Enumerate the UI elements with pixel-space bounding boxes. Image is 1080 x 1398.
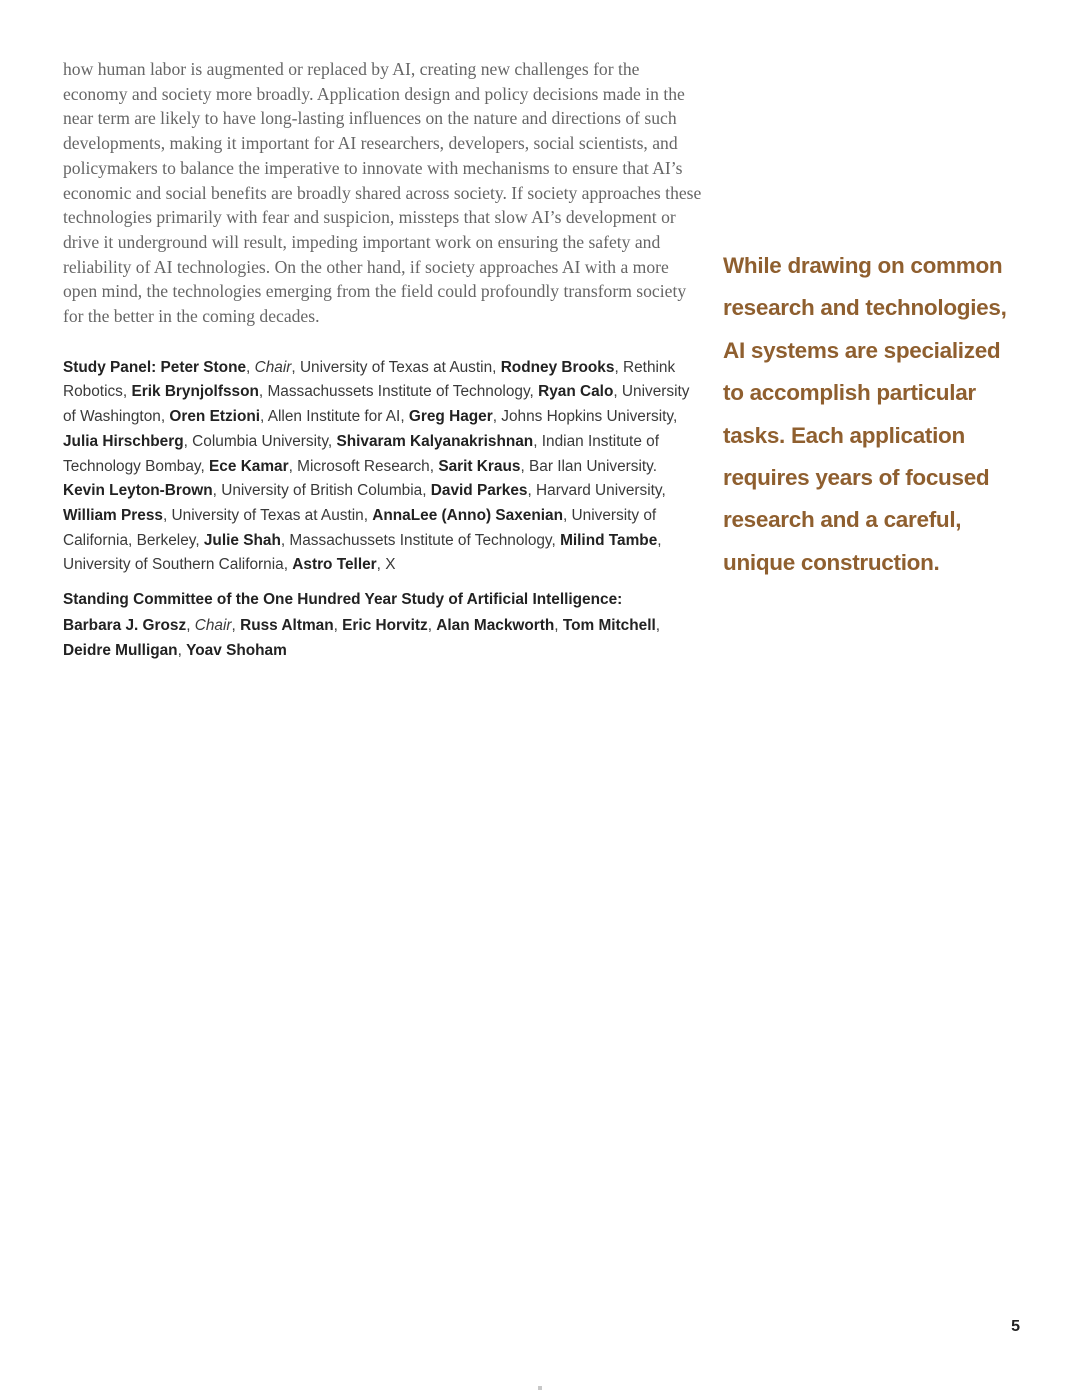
member-affiliation: X [385, 556, 396, 574]
standing-committee-heading: Standing Committee of the One Hundred Year Study of Artificial Intelligence: [63, 591, 623, 609]
pull-quote: While drawing on common research and technologies, AI systems are specialized to accomplish particular tasks. Each application requires years of focused research and a careful, unique construction. [723, 253, 1007, 575]
standing-committee-members: Barbara J. Grosz, Chair, Russ Altman, Eric Horvitz, Alan Mackworth, Tom Mitchell, Deidre Mulligan, Yoav Shoham [63, 617, 661, 659]
member-affiliation: Indian Institute of Technology Bombay [63, 432, 659, 475]
member-role: Chair [254, 358, 292, 376]
member-affiliation: Massachussets Institute of Technology [289, 531, 552, 549]
main-column [63, 57, 703, 663]
member-name: Deidre Mulligan [63, 641, 178, 659]
member-name: Julia Hirschberg [63, 432, 184, 450]
member-name: William Press [63, 506, 163, 524]
member-name: Peter Stone [160, 358, 247, 376]
study-panel [63, 356, 703, 578]
member-affiliation: Harvard University [536, 482, 662, 500]
page-number: 5 [1011, 1318, 1020, 1335]
member-affiliation: Allen Institute for AI [267, 408, 401, 426]
member-affiliation: Columbia University [192, 432, 328, 450]
member-name: Astro Teller [292, 556, 377, 574]
member-name: Oren Etzioni [169, 408, 261, 426]
member-name: Shivaram Kalyanakrishnan [336, 432, 534, 450]
member-affiliation: University of Texas at Austin [299, 358, 493, 376]
body-paragraph: how human labor is augmented or replaced by AI, creating new challenges for the economy and society more broadly. Application design and policy decisions made in the near term are likely to have long-lasting influences on the nature and directions of such developments, making it important for AI researchers, developers, social scientists, and policymakers to balance the imperative to innovate with mechanisms to ensure that AI’s economic and social benefits are broadly shared across society. If society approaches these technologies primarily with fear and suspicion, missteps that slow AI’s development or drive it underground will result, impeding important work on ensuring the safety and reliability of AI technologies. On the other hand, if society approaches AI with a more open mind, the technologies emerging from the field could profoundly transform society for the better in the coming decades. [63, 59, 702, 327]
page-mark [538, 1386, 542, 1390]
study-panel-label: Study Panel: [63, 358, 157, 376]
member-name: Milind Tambe [560, 531, 658, 549]
member-affiliation: Rethink Robotics [63, 358, 676, 401]
member-affiliation: Massachussets Institute of Technology [267, 383, 530, 401]
member-affiliation: Microsoft Research [297, 457, 430, 475]
member-affiliation: University of British Columbia [221, 482, 423, 500]
member-name: Kevin Leyton-Brown [63, 482, 213, 500]
member-affiliation: University of Southern California [63, 556, 284, 574]
study-panel-members: Peter Stone, Chair, University of Texas at Austin, Rodney Brooks, Rethink Robotics, Erik Brynjolfsson, Massachussets Institute of Technology, Ryan Calo, University of Washington, Oren Etzioni, Allen Institute for AI, Greg Hager, Johns Hopkins University, Julia Hirschberg, Columbia University, Shivaram Kalyanakrishnan, Indian Institute of Technology Bombay, Ece Kamar, Microsoft Research, Sarit Kraus, Bar Ilan University. Kevin Leyton-Brown, University of British Columbia, David Parkes, Harvard University, William Press, University of Texas at Austin, AnnaLee (Anno) Saxenian, University of California, Berkeley, Julie Shah, Massachussets Institute of Technology, Milind Tambe, University of Southern California, Astro Teller, X [63, 358, 690, 574]
member-name: AnnaLee (Anno) Saxenian [372, 506, 563, 524]
member-name: Rodney Brooks [500, 358, 615, 376]
member-role: Chair [194, 617, 232, 635]
member-affiliation: Bar Ilan University [529, 457, 653, 475]
member-affiliation: Johns Hopkins University [501, 408, 673, 426]
member-affiliation: University of California, Berkeley [63, 506, 657, 549]
member-name: Erik Brynjolfsson [131, 383, 259, 401]
member-name: Russ Altman [240, 617, 334, 635]
member-name: Ece Kamar [209, 457, 289, 475]
member-name: Sarit Kraus [438, 457, 521, 475]
member-affiliation: University of Washington [63, 383, 690, 426]
member-affiliation: University of Texas at Austin [171, 506, 364, 524]
member-name: Ryan Calo [538, 383, 614, 401]
member-name: Eric Horvitz [342, 617, 428, 635]
member-name: Barbara J. Grosz [63, 617, 187, 635]
member-name: Tom Mitchell [562, 617, 656, 635]
member-name: David Parkes [430, 482, 528, 500]
member-name: Yoav Shoham [186, 641, 287, 659]
member-name: Greg Hager [408, 408, 493, 426]
member-name: Julie Shah [203, 531, 281, 549]
member-name: Alan Mackworth [436, 617, 555, 635]
